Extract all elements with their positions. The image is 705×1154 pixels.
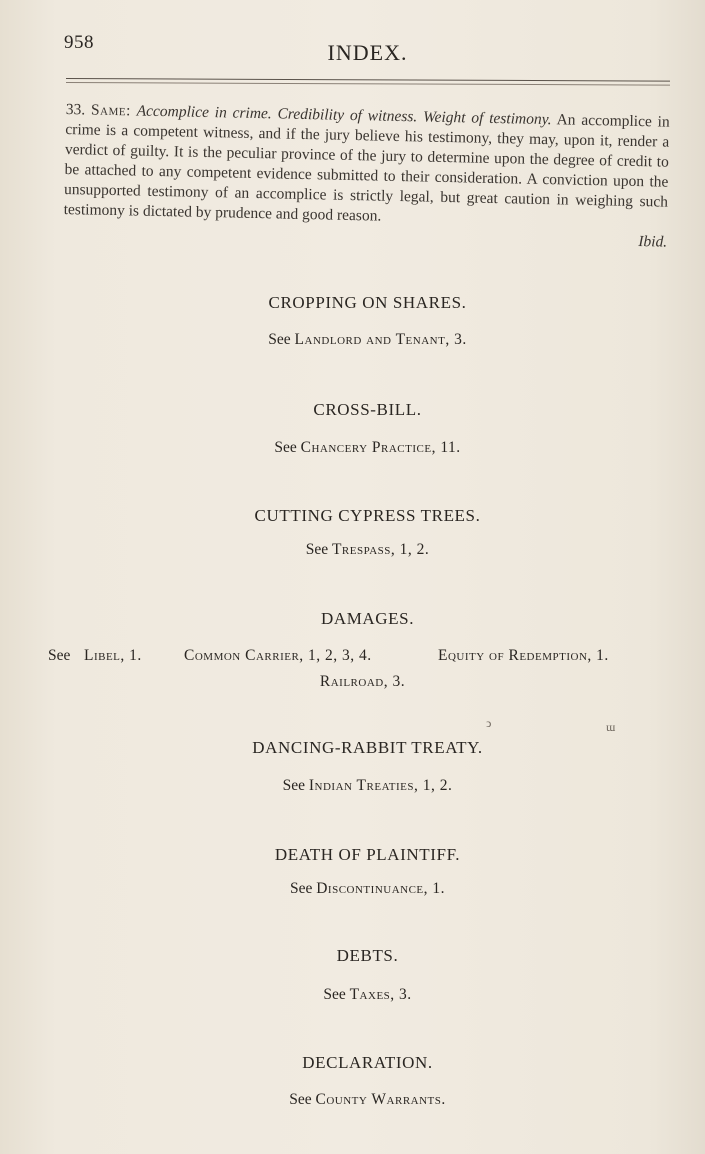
cross-reference[interactable]: Discontinuance, 1. <box>316 880 446 897</box>
see-line-debts <box>0 986 705 1004</box>
ink-mark: ↄ <box>486 716 492 730</box>
ink-mark: ɯ <box>606 720 616 734</box>
see-line-dancing-rabbit <box>0 777 705 795</box>
entry-number: 33. <box>65 100 86 119</box>
cross-reference[interactable]: Trespass, 1, 2. <box>331 541 430 558</box>
see-word: See <box>282 777 305 794</box>
see-word: See <box>289 880 313 897</box>
see-word: See <box>48 647 71 664</box>
entry-topics: Accomplice in crime. Credibility of witness. Weight of testimony. <box>136 102 552 129</box>
entry-body: An accomplice in crime is a competent witness, and if the jury believe his testimony, they may, upon it, render a verdict of guilty. It is the peculiar province of the jury to determine upon the degree of credit to be attached to any competent evidence submitted to their consideration. A conviction upon the unsupported testimony of an accomplice is strictly legal, but great caution in weighing such testimony is dictated by prudence and good reason. <box>63 111 670 225</box>
page-number: 958 <box>64 32 94 53</box>
heading-cross-bill: CROSS-BILL. <box>313 400 422 419</box>
see-line-cross-bill <box>0 439 705 457</box>
see-line-cropping <box>0 331 705 349</box>
see-word: See <box>289 1091 312 1108</box>
header-rule-secondary <box>66 82 670 86</box>
cross-reference[interactable]: Chancery Practice, 11. <box>300 439 461 456</box>
heading-dancing-rabbit-treaty: DANCING-RABBIT TREATY. <box>252 738 483 757</box>
cross-reference[interactable]: Taxes, 3. <box>349 986 412 1003</box>
cross-reference[interactable]: Indian Treaties, 1, 2. <box>308 777 453 794</box>
heading-debts: DEBTS. <box>336 946 399 965</box>
see-word: See <box>323 986 346 1003</box>
see-line-declaration <box>0 1091 705 1109</box>
header-rule <box>66 78 670 82</box>
cross-reference-equity[interactable]: Equity of Redemption, 1. <box>438 647 609 664</box>
cross-reference-common-carrier[interactable]: Common Carrier, 1, 2, 3, 4. <box>184 647 372 664</box>
see-line-death <box>0 880 705 898</box>
heading-death-of-plaintiff: DEATH OF PLAINTIFF. <box>274 845 461 864</box>
entry-citation: Ibid. <box>638 233 668 251</box>
heading-cutting-cypress-trees: CUTTING CYPRESS TREES. <box>254 506 481 525</box>
see-line-cutting <box>0 541 705 559</box>
see-word: See <box>268 331 291 348</box>
cross-reference-libel[interactable]: Libel, 1. <box>84 647 142 664</box>
see-word: See <box>305 541 329 558</box>
heading-damages: DAMAGES. <box>320 609 415 628</box>
heading-cropping-on-shares: CROPPING ON SHARES. <box>268 293 467 312</box>
see-word: See <box>274 439 297 456</box>
cross-reference[interactable]: Landlord and Tenant, 3. <box>294 331 467 348</box>
damages-references-row-2 <box>0 673 705 691</box>
heading-declaration: DECLARATION. <box>302 1053 433 1072</box>
entry-33 <box>63 100 670 253</box>
cross-reference-railroad[interactable]: Railroad, 3. <box>319 673 406 690</box>
running-head: INDEX. <box>327 40 408 65</box>
cross-reference[interactable]: County Warrants. <box>315 1091 446 1108</box>
entry-lead: Same: <box>90 101 132 120</box>
